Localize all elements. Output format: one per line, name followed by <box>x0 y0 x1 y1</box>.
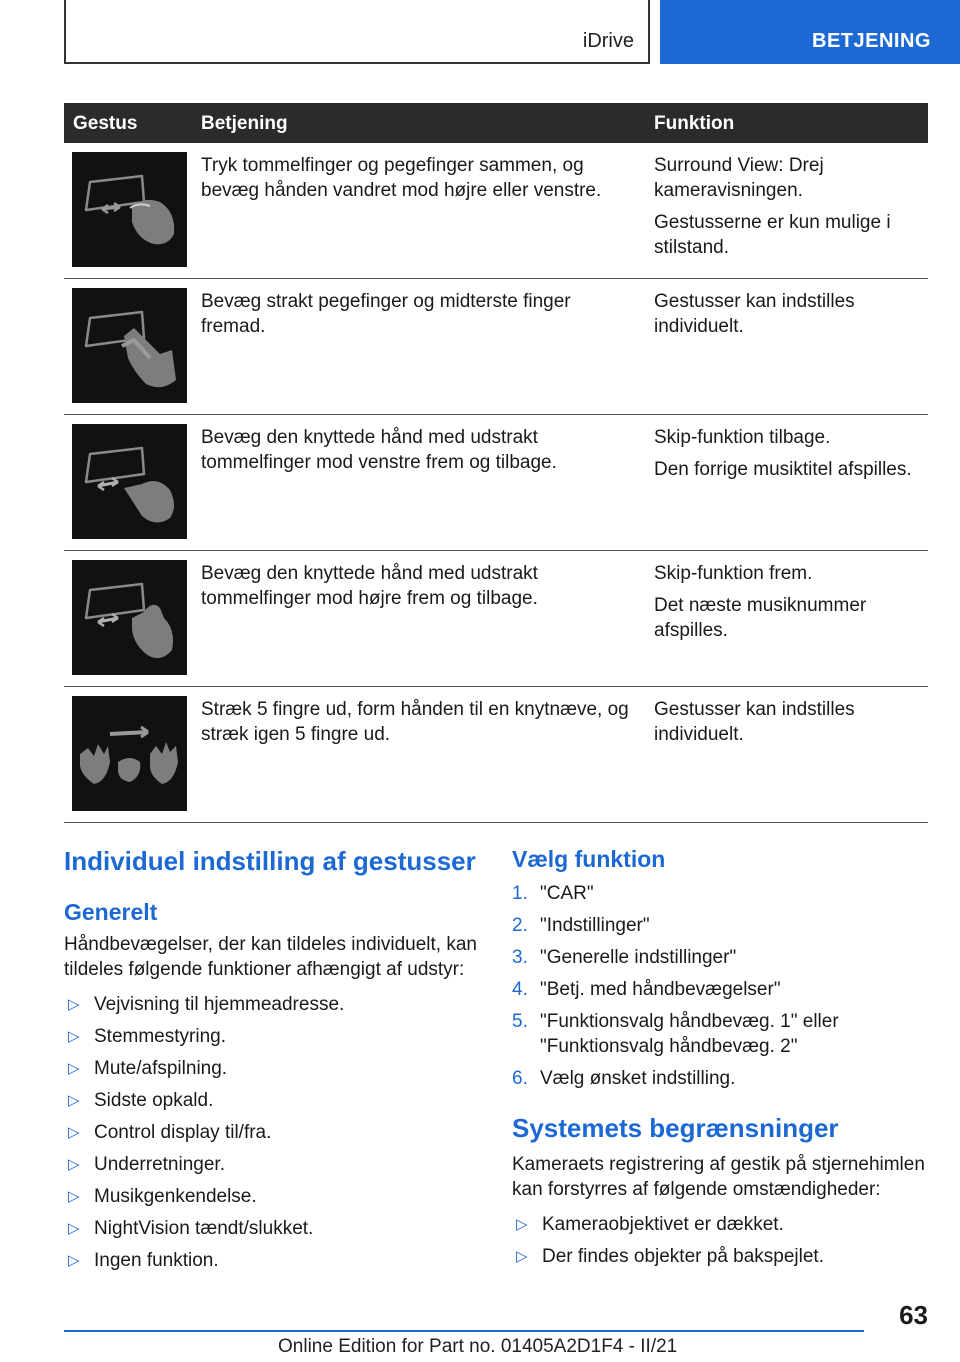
table-row <box>64 551 928 687</box>
triangle-bullet-icon: ▷ <box>68 996 80 1013</box>
table-row <box>64 279 928 415</box>
footer-divider <box>64 1330 864 1332</box>
function-text: Gestusser kan indstilles individuelt. <box>654 291 855 337</box>
limitations-intro: Kameraets registrering af gestik på stjernehimlen kan forstyrres af følgende omstændigheder: <box>512 1154 925 1200</box>
list-item: ▷ Der findes objekter på bakspejlet. <box>516 1246 824 1267</box>
page-number: 63 <box>899 1300 928 1330</box>
triangle-bullet-icon: ▷ <box>68 1028 80 1045</box>
steps-list <box>512 881 932 1091</box>
function-text: Gestusser kan indstilles individuelt. <box>654 699 855 745</box>
list-item: ▷ Musikgenkendelse. <box>68 1186 257 1207</box>
list-item: 2. "Indstillinger" <box>512 915 650 936</box>
triangle-bullet-icon: ▷ <box>516 1216 528 1233</box>
limitations-bullet-list <box>512 1212 932 1269</box>
subsection-title: Generelt <box>64 899 158 925</box>
header-chapter-box <box>660 0 960 64</box>
left-column <box>64 840 484 1280</box>
triangle-bullet-icon: ▷ <box>68 1252 80 1269</box>
list-item: 5. "Funktionsvalg håndbevæg. 1" eller "Funktionsvalg håndbevæg. 2" <box>512 1011 839 1057</box>
list-item: ▷ Stemmestyring. <box>68 1026 226 1047</box>
thumb-index-swipe-gesture-icon <box>72 152 187 267</box>
triangle-bullet-icon: ▷ <box>68 1092 80 1109</box>
list-item: ▷ Sidste opkald. <box>68 1090 214 1111</box>
list-item: ▷ Mute/afspilning. <box>68 1058 228 1079</box>
intro-text: Håndbevægelser, der kan tildeles individuelt, kan tildeles følgende funktioner afhængigt af udstyr: <box>64 934 477 980</box>
list-item: ▷ Kameraobjektivet er dækket. <box>516 1214 784 1235</box>
function-text: Surround View: Drej kameravisningen. Gestusserne er kun mulige i stilstand. <box>654 155 891 258</box>
header-chapter: BETJENING <box>812 30 931 52</box>
triangle-bullet-icon: ▷ <box>68 1220 80 1237</box>
triangle-bullet-icon: ▷ <box>68 1060 80 1077</box>
operation-text: Bevæg den knyttede hånd med udstrakt tommelfinger mod venstre frem og tilbage. <box>201 427 557 473</box>
triangle-bullet-icon: ▷ <box>68 1124 80 1141</box>
function-bullet-list <box>64 992 484 1273</box>
list-item: 6. Vælg ønsket indstilling. <box>512 1068 736 1089</box>
list-item: ▷ Control display til/fra. <box>68 1122 272 1143</box>
thumb-right-gesture-icon <box>72 560 187 675</box>
open-fist-open-gesture-icon <box>72 696 187 811</box>
list-item: 1. "CAR" <box>512 883 594 904</box>
col-header-operation: Betjening <box>201 113 288 134</box>
header-section-box <box>64 0 650 64</box>
function-text: Skip-funktion tilbage. Den forrige musiktitel afspilles. <box>654 427 912 480</box>
section-title: Individuel indstilling af gestusser <box>64 846 476 876</box>
gesture-table <box>64 103 928 823</box>
list-item: 4. "Betj. med håndbevægelser" <box>512 979 781 1000</box>
list-item: ▷ NightVision tændt/slukket. <box>68 1218 314 1239</box>
col-header-function: Funktion <box>654 113 735 134</box>
table-header <box>64 103 928 143</box>
triangle-bullet-icon: ▷ <box>68 1188 80 1205</box>
select-function-title: Vælg funktion <box>512 846 666 872</box>
limitations-title: Systemets begrænsninger <box>512 1113 839 1143</box>
triangle-bullet-icon: ▷ <box>516 1248 528 1265</box>
two-finger-forward-gesture-icon <box>72 288 187 403</box>
table-row <box>64 143 928 279</box>
list-item: ▷ Vejvisning til hjemmeadresse. <box>68 994 345 1015</box>
right-column <box>512 840 932 1276</box>
operation-text: Stræk 5 fingre ud, form hånden til en knytnæve, og stræk igen 5 fingre ud. <box>201 699 629 745</box>
table-row <box>64 415 928 551</box>
function-text: Skip-funktion frem. Det næste musiknummer afspilles. <box>654 563 867 641</box>
header-section: iDrive <box>582 30 634 52</box>
operation-text: Bevæg strakt pegefinger og midterste finger fremad. <box>201 291 571 337</box>
triangle-bullet-icon: ▷ <box>68 1156 80 1173</box>
operation-text: Tryk tommelfinger og pegefinger sammen, og bevæg hånden vandret mod højre eller venstre. <box>201 155 602 201</box>
list-item: ▷ Ingen funktion. <box>68 1250 219 1271</box>
list-item: ▷ Underretninger. <box>68 1154 225 1175</box>
thumb-left-gesture-icon <box>72 424 187 539</box>
operation-text: Bevæg den knyttede hånd med udstrakt tommelfinger mod højre frem og tilbage. <box>201 563 538 609</box>
footer-text: Online Edition for Part no. 01405A2D1F4 - II/21 <box>278 1336 678 1357</box>
col-header-gesture: Gestus <box>73 113 138 134</box>
list-item: 3. "Generelle indstillinger" <box>512 947 737 968</box>
table-row <box>64 687 928 823</box>
